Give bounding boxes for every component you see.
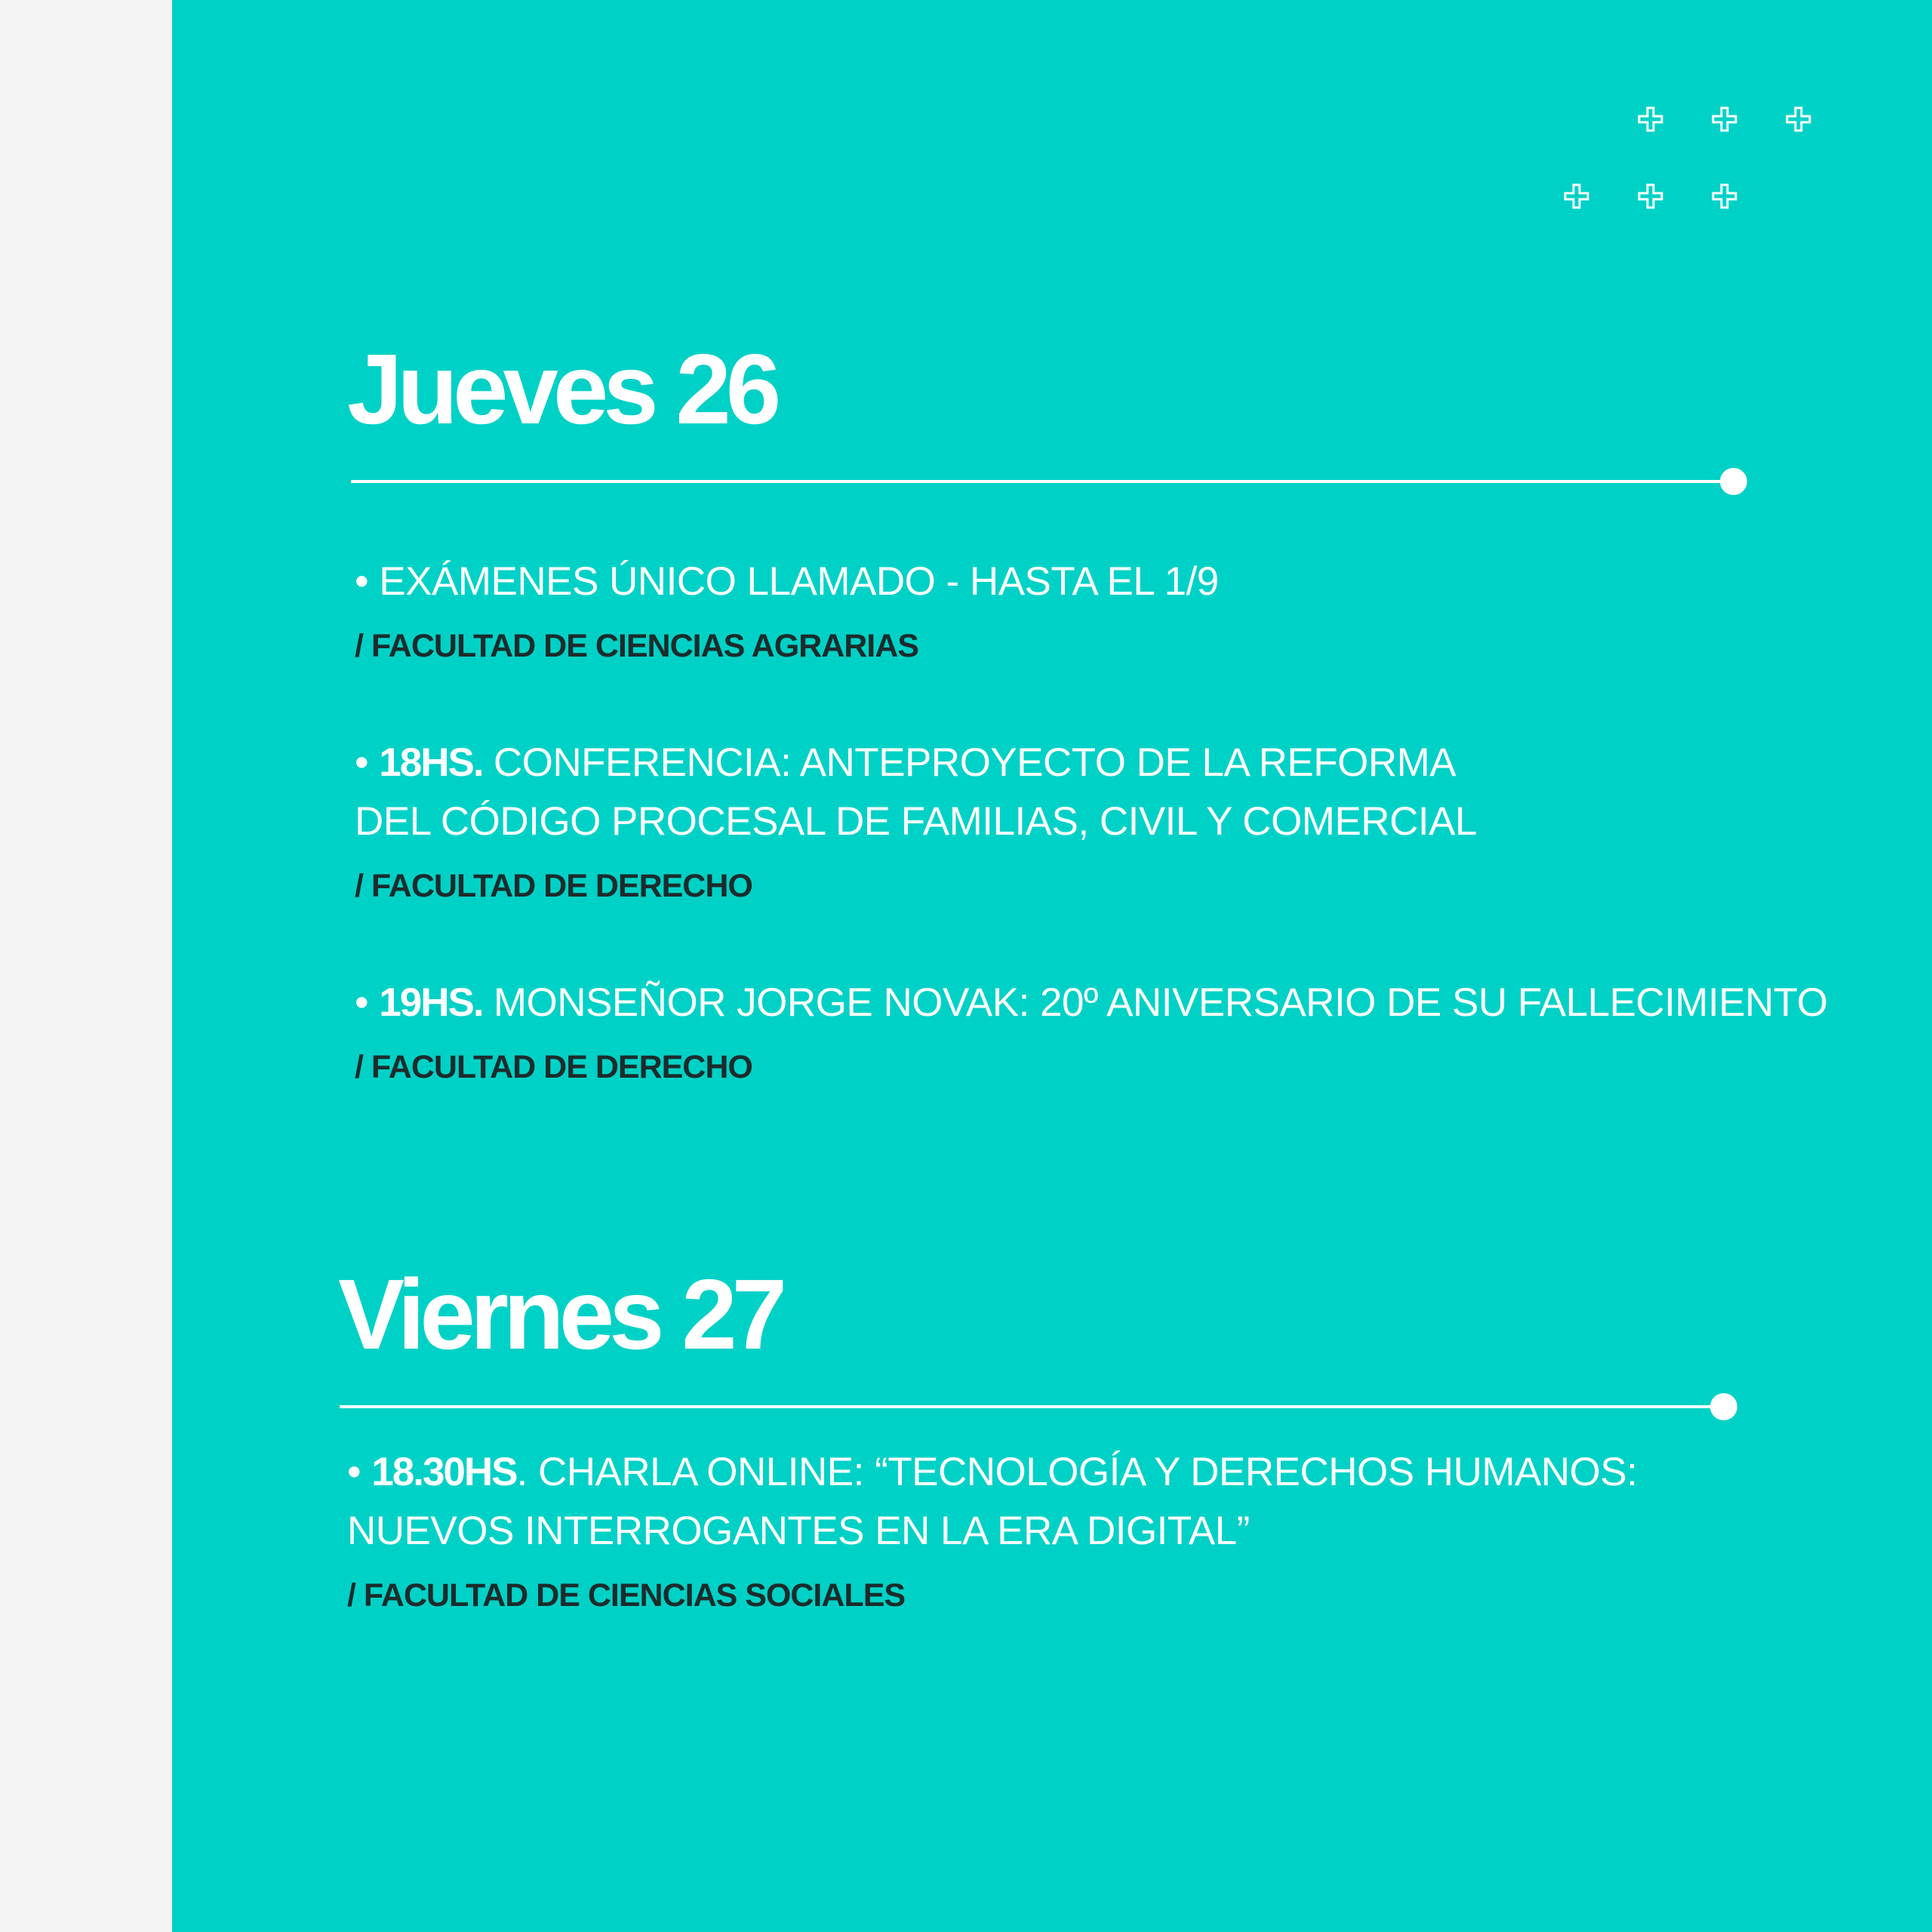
- event-organizer: / FACULTAD DE DERECHO: [355, 868, 752, 904]
- day-title-jueves: Jueves 26: [347, 334, 777, 445]
- event-title-line: MONSEÑOR JORGE NOVAK: 20º ANIVERSARIO DE SU FALLECIMIENTO: [482, 980, 1828, 1025]
- event-organizer: / FACULTAD DE DERECHO: [355, 1049, 752, 1085]
- plus-outline-icon: [1565, 185, 1588, 208]
- event-title-line: . CHARLA ONLINE: “TECNOLOGÍA Y DERECHOS HUMANOS:: [516, 1450, 1638, 1494]
- event-title: • 18HS. CONFERENCIA: ANTEPROYECTO DE LA REFORMA: [355, 740, 1457, 785]
- divider-end-dot: [1720, 468, 1747, 495]
- event-item: [355, 734, 1477, 921]
- event-item: [347, 1443, 1637, 1630]
- event-item: [355, 974, 1828, 1102]
- event-title-line: CONFERENCIA: ANTEPROYECTO DE LA REFORMA: [482, 740, 1457, 785]
- plus-outline-icon: [1787, 108, 1810, 131]
- event-time: 18HS.: [379, 740, 483, 785]
- event-title: • 18.30HS. CHARLA ONLINE: “TECNOLOGÍA Y DERECHOS HUMANOS:: [347, 1450, 1638, 1494]
- event-organizer: / FACULTAD DE CIENCIAS AGRARIAS: [355, 628, 918, 664]
- event-time: 18.30HS: [371, 1450, 517, 1494]
- event-organizer: / FACULTAD DE CIENCIAS SOCIALES: [347, 1577, 906, 1614]
- event-title: • 19HS. MONSEÑOR JORGE NOVAK: 20º ANIVERSARIO DE SU FALLECIMIENTO: [355, 980, 1828, 1025]
- plus-outline-icon: [1639, 185, 1662, 208]
- divider-end-dot: [1710, 1393, 1737, 1420]
- plus-outline-icon: [1639, 108, 1662, 131]
- event-title-line: NUEVOS INTERROGANTES EN LA ERA DIGITAL”: [347, 1509, 1250, 1553]
- plus-pattern-decoration: [1562, 98, 1849, 226]
- event-time: 19HS.: [379, 980, 483, 1025]
- event-item: [355, 552, 1219, 681]
- event-title: • EXÁMENES ÚNICO LLAMADO - HASTA EL 1/9: [355, 559, 1219, 604]
- day-divider: [351, 480, 1737, 483]
- day-divider: [340, 1405, 1727, 1408]
- event-title-line: DEL CÓDIGO PROCESAL DE FAMILIAS, CIVIL Y COMERCIAL: [355, 799, 1477, 844]
- plus-outline-icon: [1713, 108, 1736, 131]
- plus-outline-icon: [1713, 185, 1736, 208]
- side-strip: [0, 0, 172, 1932]
- day-title-viernes: Viernes 27: [338, 1259, 783, 1370]
